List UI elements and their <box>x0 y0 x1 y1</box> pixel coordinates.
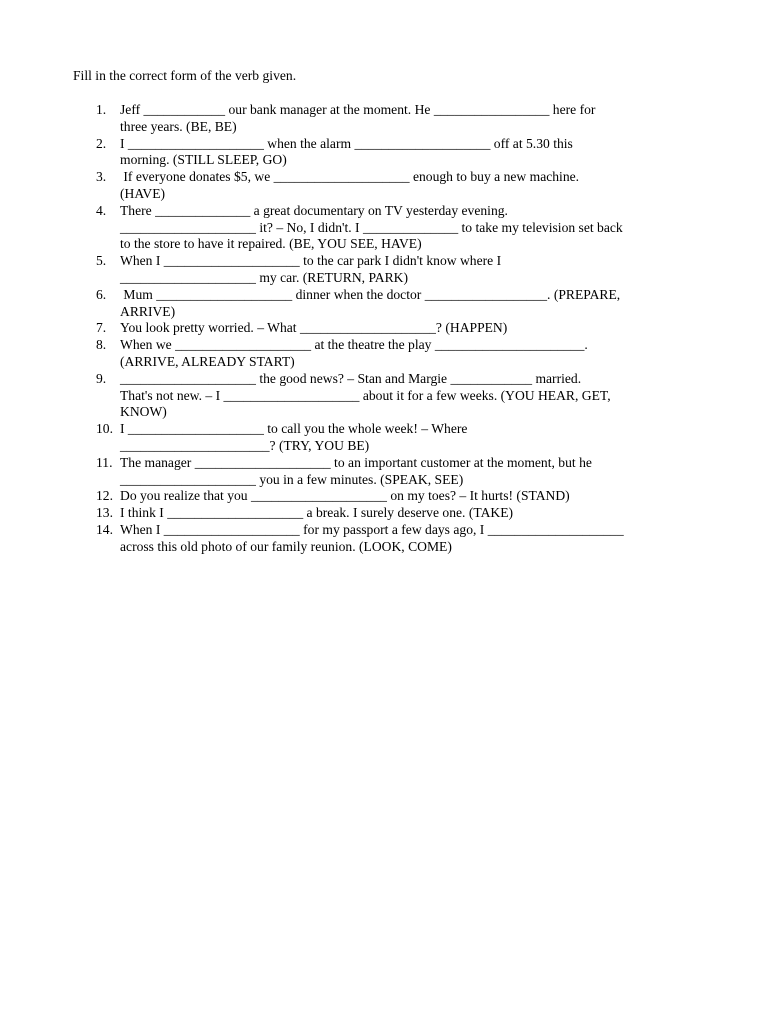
exercise-item <box>96 253 700 287</box>
exercise-item <box>96 169 700 203</box>
exercise-number: 8. <box>96 337 107 353</box>
exercise-number: 6. <box>96 286 107 302</box>
instructions-text: Fill in the correct form of the verb given. <box>73 68 297 83</box>
exercise-item <box>96 102 700 136</box>
exercise-item <box>96 136 700 170</box>
exercise-text-line: morning. (STILL SLEEP, GO) <box>120 152 287 168</box>
exercise-text-line: You look pretty worried. – What ____________________? (HAPPEN) <box>120 320 508 336</box>
exercise-number: 14. <box>96 521 113 537</box>
exercise-number: 2. <box>96 135 107 151</box>
exercise-text-line: Do you realize that you ____________________ on my toes? – It hurts! (STAND) <box>120 488 570 504</box>
exercise-item <box>96 455 700 489</box>
exercise-text-line: ____________________ you in a few minutes. (SPEAK, SEE) <box>120 471 464 487</box>
exercise-text-line: three years. (BE, BE) <box>120 118 237 134</box>
exercise-text-line: across this old photo of our family reunion. (LOOK, COME) <box>120 538 452 554</box>
exercise-text-line: I ____________________ when the alarm ____________________ off at 5.30 this <box>120 135 573 151</box>
exercise-text-line: ____________________ it? – No, I didn't. I ______________ to take my television set back <box>120 219 623 235</box>
exercise-number: 13. <box>96 505 113 521</box>
exercise-item <box>96 488 700 505</box>
exercise-text-line: That's not new. – I ____________________ about it for a few weeks. (YOU HEAR, GET, <box>120 387 611 403</box>
exercise-item <box>96 522 700 556</box>
exercise-number: 1. <box>96 102 107 117</box>
exercise-text-line: When we ____________________ at the theatre the play ______________________. <box>120 337 588 353</box>
exercise-text-line: Mum ____________________ dinner when the doctor __________________. (PREPARE, <box>120 286 621 302</box>
exercise-item <box>96 320 700 337</box>
exercise-text-line: I ____________________ to call you the whole week! – Where <box>120 421 468 437</box>
exercise-number: 7. <box>96 320 107 336</box>
exercise-number: 4. <box>96 202 107 218</box>
exercise-text-line: There ______________ a great documentary on TV yesterday evening. <box>120 202 508 218</box>
exercise-number: 12. <box>96 488 113 504</box>
exercise-item <box>96 505 700 522</box>
exercise-text-line: (HAVE) <box>120 185 166 201</box>
exercise-text-line: KNOW) <box>120 404 167 420</box>
exercise-item <box>96 421 700 455</box>
exercise-list <box>96 102 700 556</box>
exercise-text-line: to the store to have it repaired. (BE, YOU SEE, HAVE) <box>120 236 422 252</box>
exercise-text-line: When I ____________________ for my passport a few days ago, I ____________________ <box>120 521 624 537</box>
exercise-text-line: ____________________ the good news? – Stan and Margie ____________ married. <box>120 370 582 386</box>
exercise-number: 5. <box>96 253 107 269</box>
exercise-text-line: ARRIVE) <box>120 303 176 319</box>
exercise-item <box>96 371 700 421</box>
exercise-text-line: ____________________ my car. (RETURN, PARK) <box>120 269 408 285</box>
exercise-number: 3. <box>96 169 107 185</box>
exercise-text-line: When I ____________________ to the car park I didn't know where I <box>120 253 502 269</box>
exercise-number: 11. <box>96 454 113 470</box>
exercise-text-line: If everyone donates $5, we ____________________ enough to buy a new machine. <box>120 169 580 185</box>
exercise-text-line: ______________________? (TRY, YOU BE) <box>120 437 370 453</box>
exercise-number: 9. <box>96 370 107 386</box>
exercise-text-line: (ARRIVE, ALREADY START) <box>120 353 295 369</box>
exercise-item <box>96 203 700 253</box>
exercise-text-line: I think I ____________________ a break. I surely deserve one. (TAKE) <box>120 505 514 521</box>
exercise-item <box>96 337 700 371</box>
exercise-item <box>96 287 700 321</box>
exercise-number: 10. <box>96 421 113 437</box>
exercise-text-line: Jeff ____________ our bank manager at the moment. He _________________ here for <box>120 102 596 117</box>
exercise-text-line: The manager ____________________ to an important customer at the moment, but he <box>120 454 592 470</box>
